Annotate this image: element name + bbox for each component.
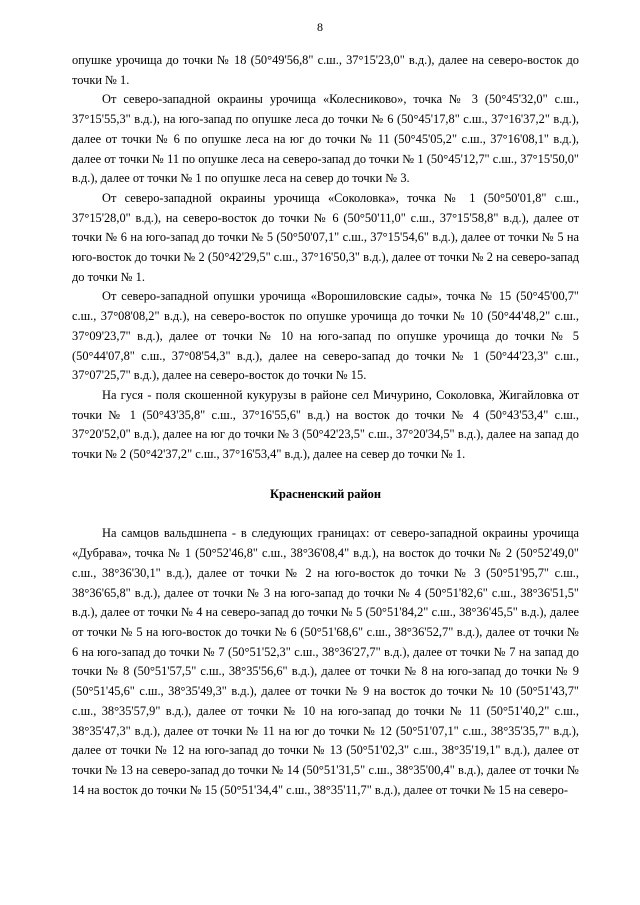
paragraph-goose: На гуся - поля скошенной кукурузы в районе сел Мичурино, Соколовка, Жигайловка от точки № 1 (50°43'35,8" с.ш., 37°16'55,6" в.д.) на восток до точки № 4 (50°43'53,4" с.ш., 37°20'52,0" в.д.), далее на юг до точки № 3 (50°42'23,5" с.ш., 37°20'34,5" в.д.), далее на запад до точки № 2 (50°42'37,2" с.ш., 37°16'53,4" в.д.), далее на север до точки № 1. (72, 387, 579, 462)
paragraph-continuation: опушке урочища до точки № 18 (50°49'56,8" с.ш., 37°15'23,0" в.д.), далее на северо-восток до точки № 1. (72, 53, 579, 87)
document-body (72, 51, 579, 800)
page-number: 8 (317, 20, 323, 34)
paragraph-woodcock: На самцов вальдшнепа - в следующих границах: от северо-западной окраины урочища «Дубрава», точка № 1 (50°52'46,8" с.ш., 38°36'08,4" в.д.), на восток до точки № 2 (50°52'49,0" с.ш., 38°36'30,1" в.д.), далее от точки № 2 на юго-восток до точки № 3 (50°51'95,7" с.ш., 38°36'65,8" в.д.), далее от точки № 3 на юго-запад до точки № 4 (50°51'82,6" с.ш., 38°36'51,5" в.д.), далее от точки № 4 на северо-запад до точки № 5 (50°51'84,2" с.ш., 38°36'45,5" в.д.), далее от точки № 5 на юго-восток до точки № 6 (50°51'68,6" с.ш., 38°36'52,7" в.д.), далее от точки № 6 на юго-запад до точки № 7 (50°51'52,3" с.ш., 38°36'27,7" в.д.), далее от точки № 7 на запад до точки № 8 (50°51'57,5" с.ш., 38°35'56,6" в.д.), далее от точки № 8 на юго-запад до точки № 9 (50°51'45,6" с.ш., 38°35'49,3" в.д.), далее от точки № 9 на восток до точки № 10 (50°51'43,7" с.ш., 38°35'57,9" в.д.), далее от точки № 10 на юго-запад до точки № 11 (50°51'40,2" с.ш., 38°35'47,3" в.д.), далее от точки № 11 на юг до точки № 12 (50°51'07,1" с.ш., 38°35'35,7" в.д.), далее от точки № 12 на юго-запад до точки № 13 (50°51'02,3" с.ш., 38°35'19,1" в.д.), далее от точки № 13 на северо-запад до точки № 14 (50°51'31,5" с.ш., 38°35'00,4" в.д.), далее от точки № 14 на восток до точки № 15 (50°51'34,4" с.ш., 38°35'11,7" в.д.), далее от точки № 15 на северо- (72, 526, 579, 797)
spacer (72, 465, 579, 485)
paragraph-voroshilovskie-sady: От северо-западной опушки урочища «Ворошиловские сады», точка № 15 (50°45'00,7" с.ш., 37°08'08,2" в.д.), на северо-восток по опушке урочища до точки № 10 (50°44'48,2" с.ш., 37°09'23,7" в.д.), далее от точки № 10 на юго-запад по опушке урочища до точки № 5 (50°44'07,8" с.ш., 37°08'54,3" в.д.), далее на северо-запад до точки № 1 (50°44'23,3" с.ш., 37°07'25,7" в.д.), далее на северо-восток до точки № 15. (72, 289, 579, 383)
paragraph-sokolovka: От северо-западной окраины урочища «Соколовка», точка № 1 (50°50'01,8" с.ш., 37°15'28,0" в.д.), на северо-восток до точки № 6 (50°50'11,0" с.ш., 37°15'58,8" в.д.), далее от точки № 6 на юго-запад до точки № 5 (50°50'07,1" с.ш., 37°15'54,6" в.д.), далее от точки № 5 на юго-восток до точки № 2 (50°42'29,5" с.ш., 37°16'50,3" в.д.), далее от точки № 2 на северо-запад до точки № 1. (72, 190, 579, 284)
section-heading: Красненский район (270, 486, 381, 501)
spacer (72, 504, 579, 524)
paragraph-kolesnikovo: От северо-западной окраины урочища «Колесниково», точка № 3 (50°45'32,0" с.ш., 37°15'55,3" в.д.), на юго-запад по опушке леса до точки № 6 (50°45'17,8" с.ш., 37°16'37,2" в.д.), далее от точки № 6 по опушке леса на юг до точки № 11 (50°45'05,2" с.ш., 37°16'08,1" в.д.), далее от точки № 11 по опушке леса на северо-запад до точки № 1 (50°45'12,7" с.ш., 37°15'50,0" в.д.), далее от точки № 1 по опушке леса на север до точки № 3. (72, 92, 579, 186)
